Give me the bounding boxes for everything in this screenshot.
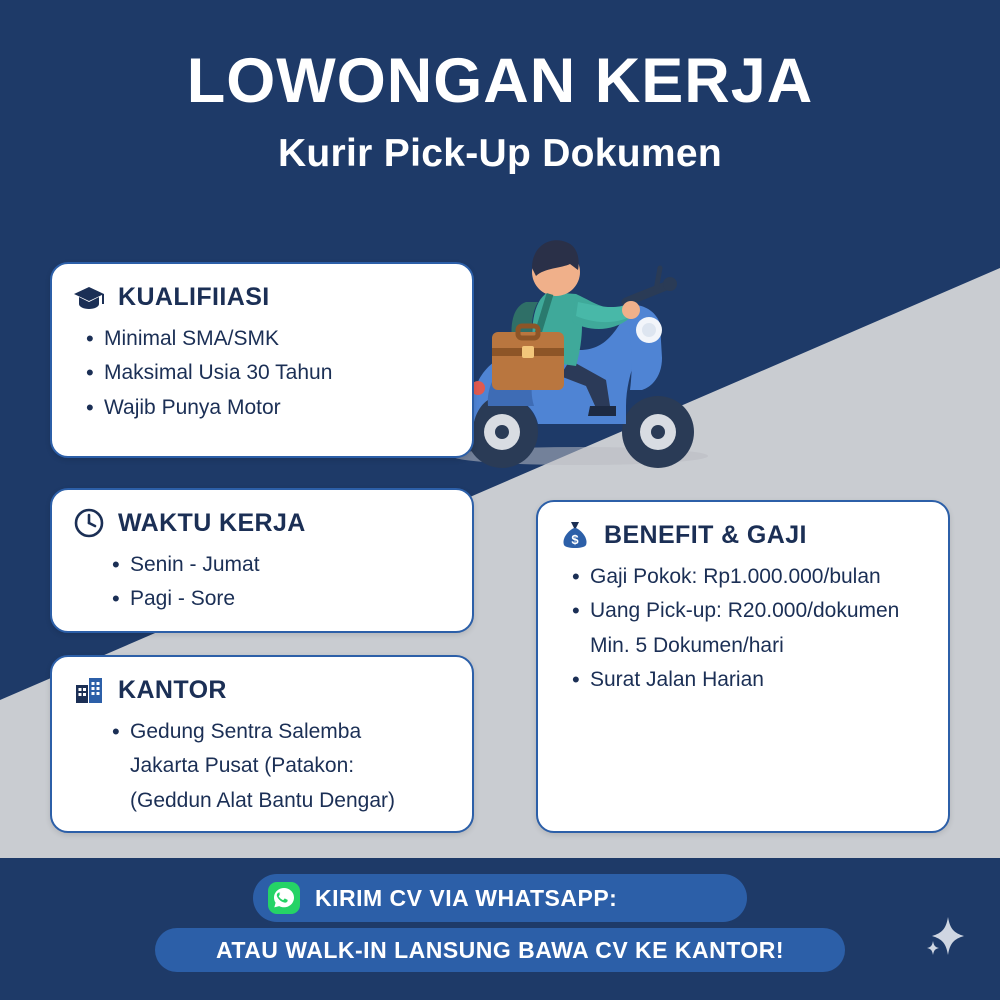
whatsapp-icon — [267, 881, 301, 915]
money-bag-icon — [558, 518, 592, 552]
list-item: • Senin - Jumat — [130, 550, 472, 580]
walkin-cta-label: ATAU WALK-IN LANSUNG BAWA CV KE KANTOR! — [215, 936, 785, 963]
card-title: WAKTU KERJA — [118, 508, 306, 537]
list-item: • Minimal SMA/SMK — [104, 324, 472, 354]
card-kualifikasi — [50, 262, 474, 458]
sparkle-icon — [922, 911, 968, 962]
graduation-cap-icon — [72, 280, 106, 314]
card-title: KUALIFIIASI — [118, 282, 270, 311]
page-subtitle: Kurir Pick-Up Dokumen — [277, 132, 723, 176]
card-header — [52, 657, 472, 713]
list-item: • Wajib Punya Motor — [104, 393, 472, 423]
page-title: LOWONGAN KERJA — [186, 46, 814, 116]
svg-text:$: $ — [571, 532, 579, 547]
card-header — [52, 264, 472, 320]
list-item: Min. 5 Dokumen/hari — [590, 633, 784, 657]
list-item: • Uang Pick-up: R20.000/dokumen — [590, 596, 948, 626]
walkin-cta-bar[interactable] — [155, 928, 845, 972]
whatsapp-cta-bar[interactable] — [253, 874, 747, 922]
list-item: (Geddun Alat Bantu Dengar) — [130, 788, 396, 812]
card-list — [52, 717, 472, 816]
list-item: • Gedung Sentra Salemba — [130, 717, 472, 747]
list-item: • Pagi - Sore — [130, 584, 472, 614]
list-item: • Gaji Pokok: Rp1.000.000/bulan — [590, 562, 948, 592]
card-list — [538, 562, 948, 696]
card-benefit-gaji — [536, 500, 950, 833]
card-list — [52, 550, 472, 615]
list-item: Jakarta Pusat (Patakon: — [130, 754, 355, 778]
card-title: BENEFIT & GAJI — [604, 520, 807, 549]
poster-header — [0, 48, 1000, 176]
building-icon — [72, 673, 106, 707]
card-list — [52, 324, 472, 423]
list-item: • Maksimal Usia 30 Tahun — [104, 358, 472, 388]
whatsapp-cta-label: KIRIM CV VIA WHATSAPP: — [315, 884, 618, 911]
card-title: KANTOR — [118, 675, 227, 704]
card-header — [52, 490, 472, 546]
card-waktu-kerja — [50, 488, 474, 633]
clock-icon — [72, 506, 106, 540]
list-item: • Surat Jalan Harian — [590, 665, 948, 695]
card-kantor — [50, 655, 474, 833]
card-header — [538, 502, 948, 558]
